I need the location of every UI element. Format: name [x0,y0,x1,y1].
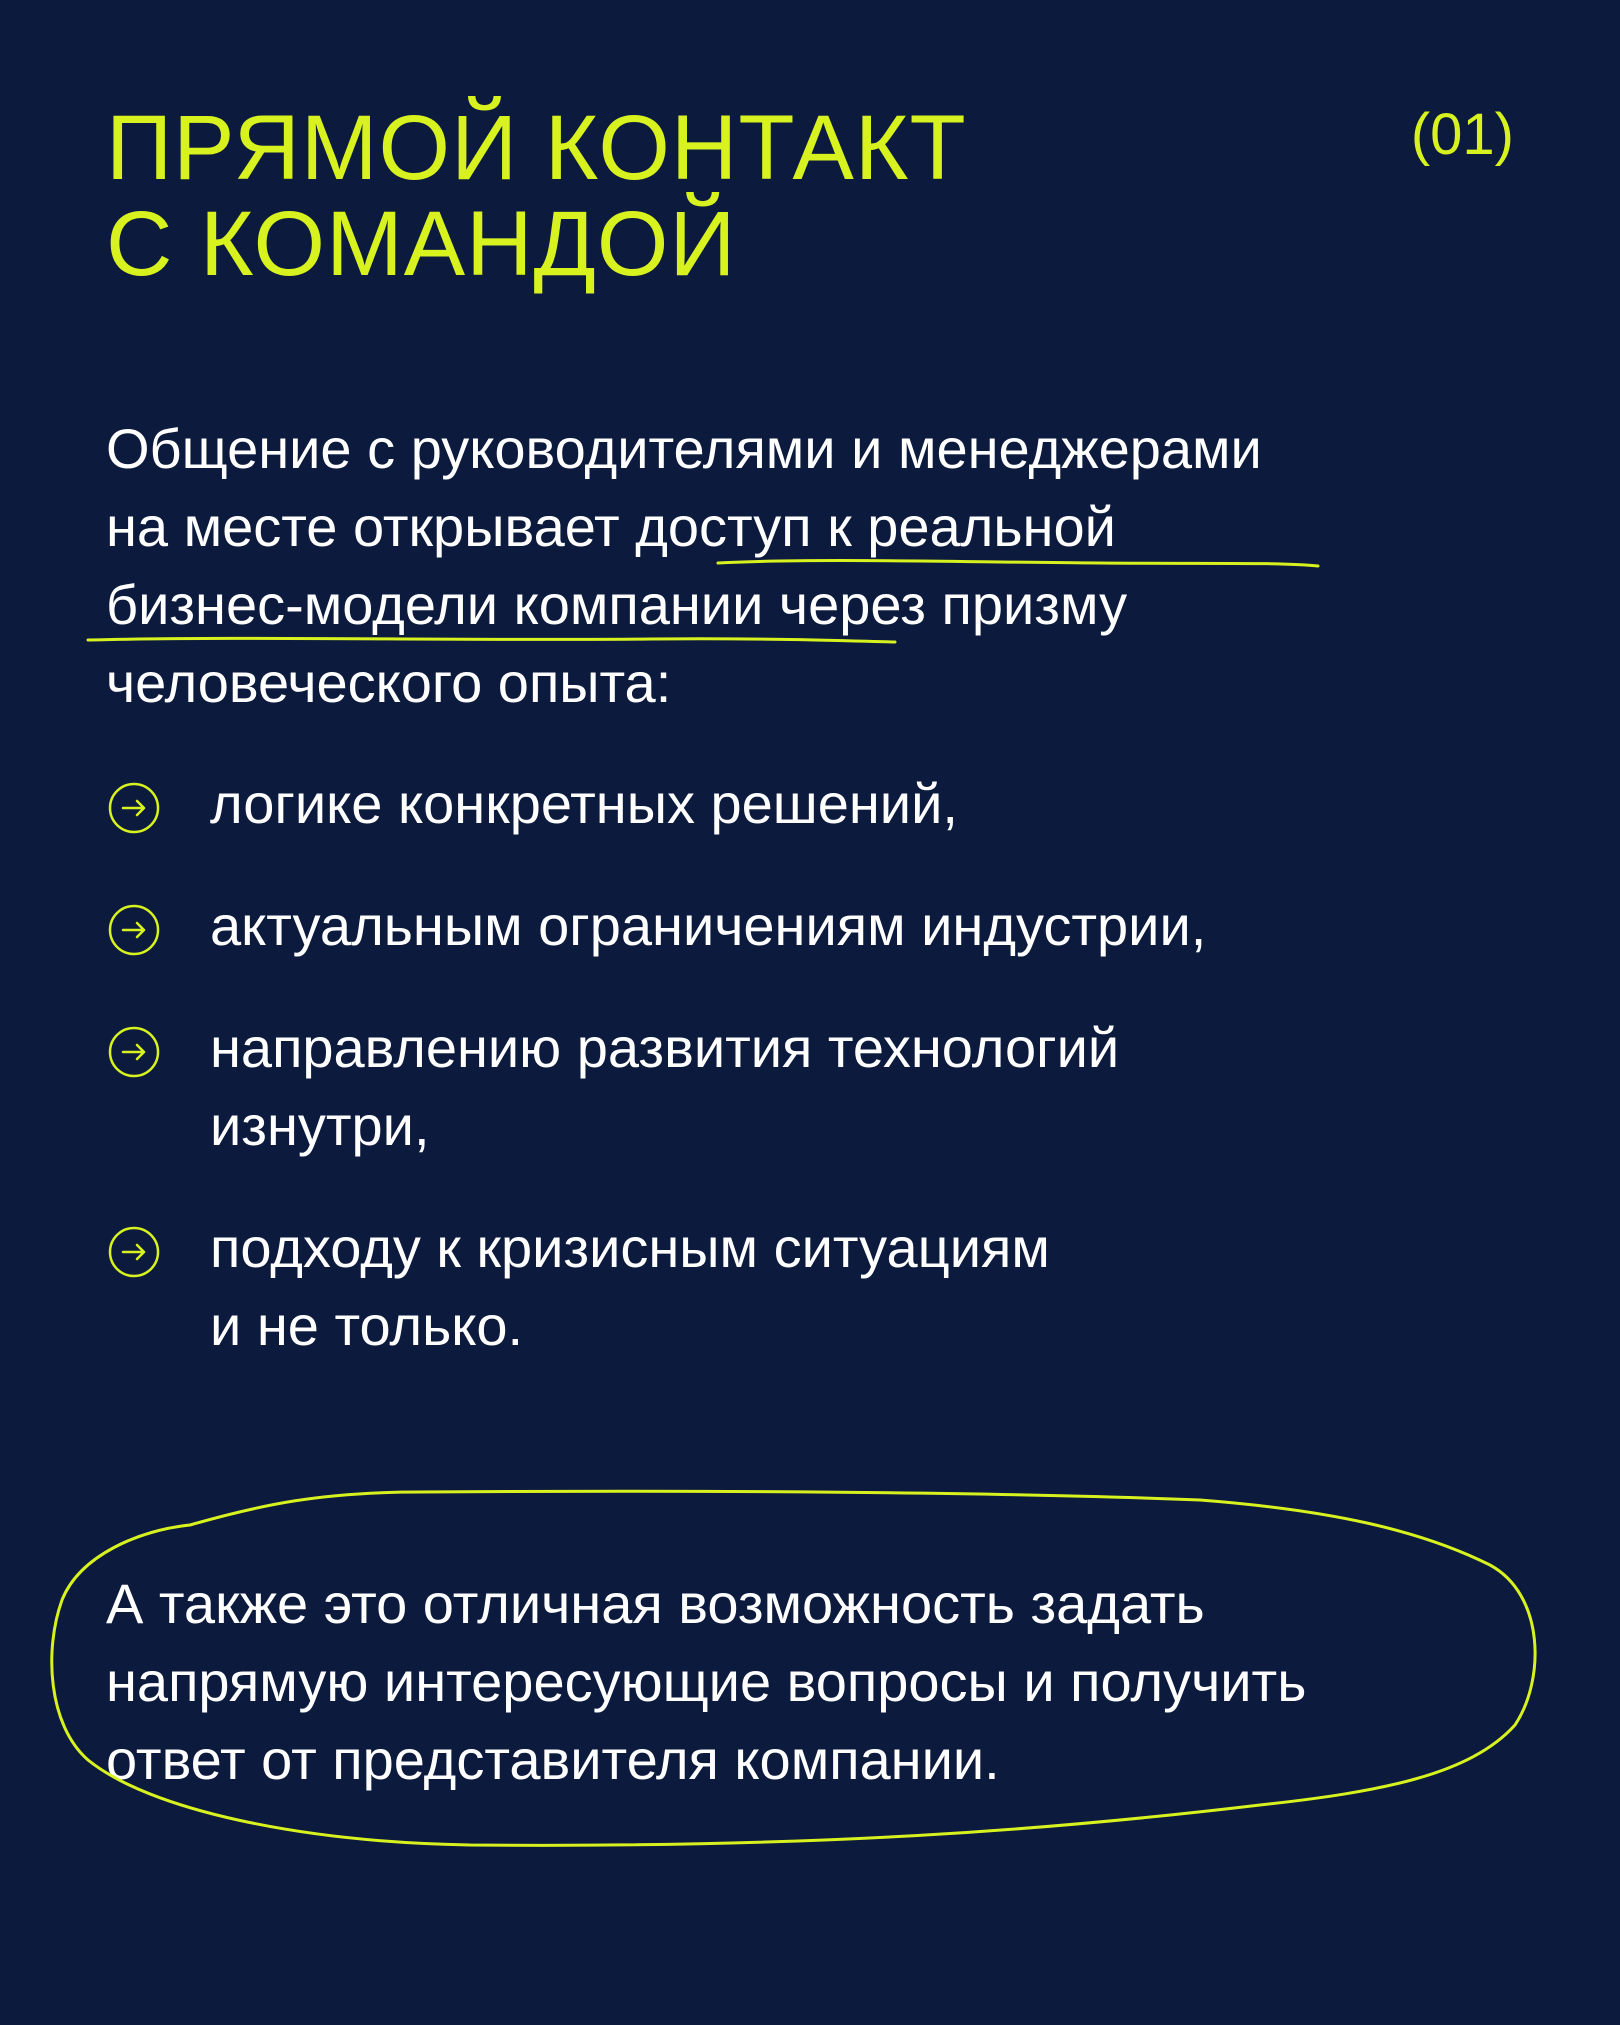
page-number: (01) [1410,102,1514,167]
closing-line-3: ответ от представителя компании. [106,1728,1000,1791]
closing-paragraph [106,1565,1546,1799]
arrow-right-circle-icon [106,1224,162,1280]
page-title [106,97,967,295]
list-item [106,887,1206,965]
closing-line-2: напрямую интересующие вопросы и получить [106,1650,1307,1713]
intro-line-1: Общение с руководителями и менеджерами [106,417,1262,480]
bullet-text-line-2: изнутри, [210,1094,430,1157]
list-item [106,1209,1206,1365]
arrow-right-circle-icon [106,780,162,836]
intro-paragraph [106,410,1526,722]
bullet-text-line-1: подходу к кризисным ситуациям [210,1216,1050,1279]
bullet-text-line-2: и не только. [210,1294,524,1357]
bullet-text-line-1: направлению развития технологий [210,1016,1120,1079]
arrow-right-circle-icon [106,902,162,958]
intro-line-4: человеческого опыта: [106,651,672,714]
bullet-text: актуальным ограничениям индустрии, [210,894,1207,957]
arrow-right-circle-icon [106,1024,162,1080]
list-item [106,1009,1206,1165]
title-line-2: С КОМАНДОЙ [106,193,737,295]
list-item [106,765,1206,843]
closing-line-1: А также это отличная возможность задать [106,1572,1205,1635]
bullet-list [106,765,1206,1409]
title-line-1: ПРЯМОЙ КОНТАКТ [106,97,967,199]
intro-line-2: на месте открывает доступ к реальной [106,495,1116,558]
intro-line-3: бизнес-модели компании через призму [106,573,1128,636]
bullet-text: логике конкретных решений, [210,772,958,835]
